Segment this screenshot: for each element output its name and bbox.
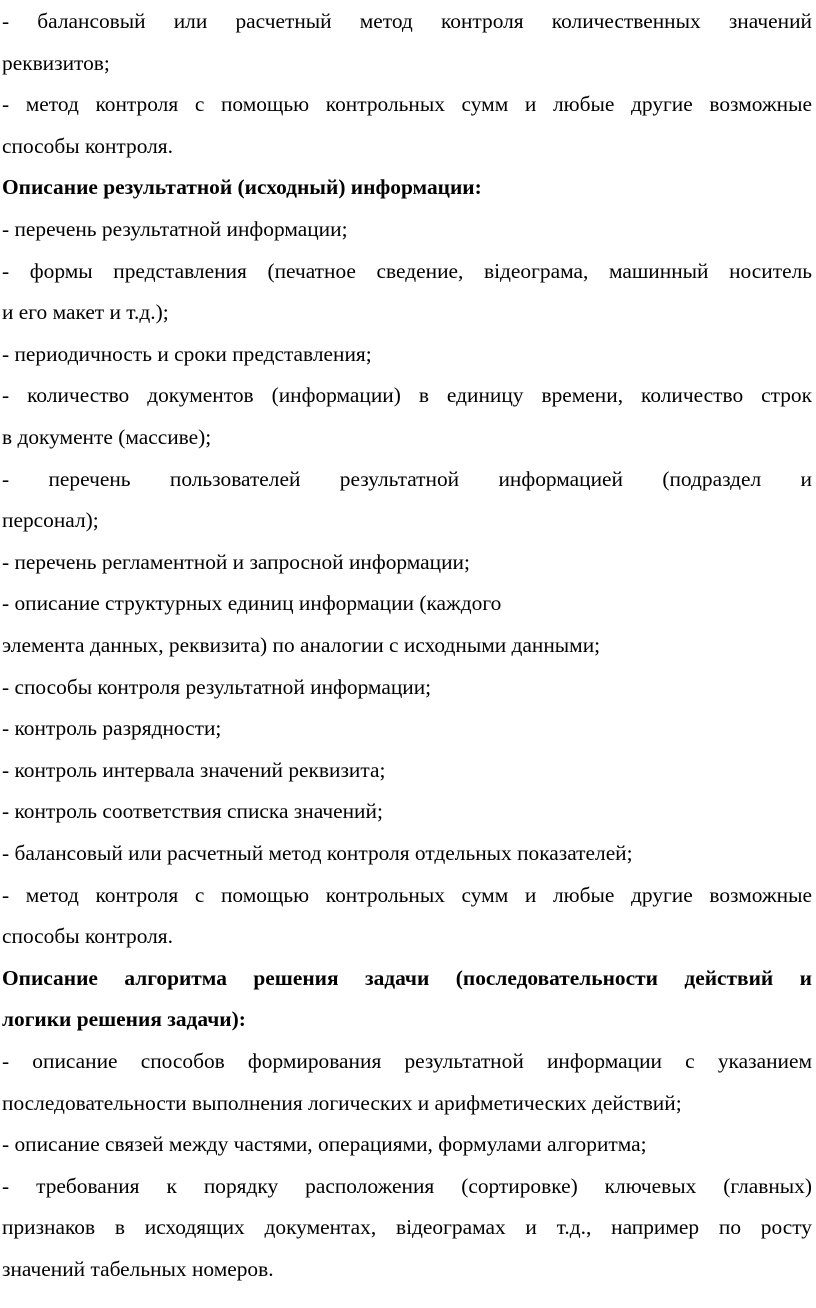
text-line: - метод контроля с помощью контрольных сумм и любые другие возможные — [2, 92, 812, 117]
text-line: - перечень пользователей результатной информацией (подраздел и — [2, 466, 812, 491]
text-line: - описание связей между частями, операциями, формулами алгоритма; — [2, 1132, 647, 1157]
text-line: - описание способов формирования результатной информации с указанием — [2, 1049, 812, 1073]
text-line: - периодичность и сроки представления; — [2, 341, 372, 366]
text-line: способы контроля. — [2, 133, 173, 158]
text-line: - контроль разрядности; — [2, 716, 222, 741]
section-heading-line: Описание результатной (исходный) информации: — [2, 175, 482, 200]
section-heading-line: Описание алгоритма решения задачи (последовательности действий и — [2, 965, 812, 990]
text-line: - количество документов (информации) в единицу времени, количество строк — [2, 383, 812, 408]
text-line: элемента данных, реквизита) по аналогии с исходными данными; — [2, 633, 601, 657]
text-line: персонал); — [2, 508, 99, 533]
text-line: и его макет и т.д.); — [2, 300, 169, 325]
text-line: в документе (массиве); — [2, 425, 212, 449]
text-line: признаков в исходящих документах, відеограмах и т.д., например по росту — [2, 1215, 812, 1240]
text-line: - балансовый или расчетный метод контроля отдельных показателей; — [2, 841, 633, 865]
text-line: - перечень регламентной и запросной информации; — [2, 549, 470, 574]
text-line: последовательности выполнения логических и арифметических действий; — [2, 1090, 682, 1115]
text-line: - контроль соответствия списка значений; — [2, 799, 383, 824]
text-line: - формы представления (печатное сведение, відеограма, машинный носитель — [2, 258, 812, 283]
text-line: - балансовый или расчетный метод контроля количественных значений — [2, 9, 812, 33]
text-line: значений табельных номеров. — [2, 1257, 274, 1281]
text-line: - перечень результатной информации; — [2, 217, 348, 241]
text-line: реквизитов; — [2, 50, 110, 75]
text-line: - контроль интервала значений реквизита; — [2, 757, 386, 782]
text-line: - описание структурных единиц информации (каждого — [2, 591, 502, 616]
text-line: - метод контроля с помощью контрольных сумм и любые другие возможные — [2, 882, 812, 907]
text-line: - способы контроля результатной информации; — [2, 674, 432, 699]
text-line: - требования к порядку расположения (сортировке) ключевых (главных) — [2, 1173, 812, 1198]
text-line: способы контроля. — [2, 924, 173, 949]
section-heading-line: логики решения задачи): — [2, 1007, 246, 1032]
